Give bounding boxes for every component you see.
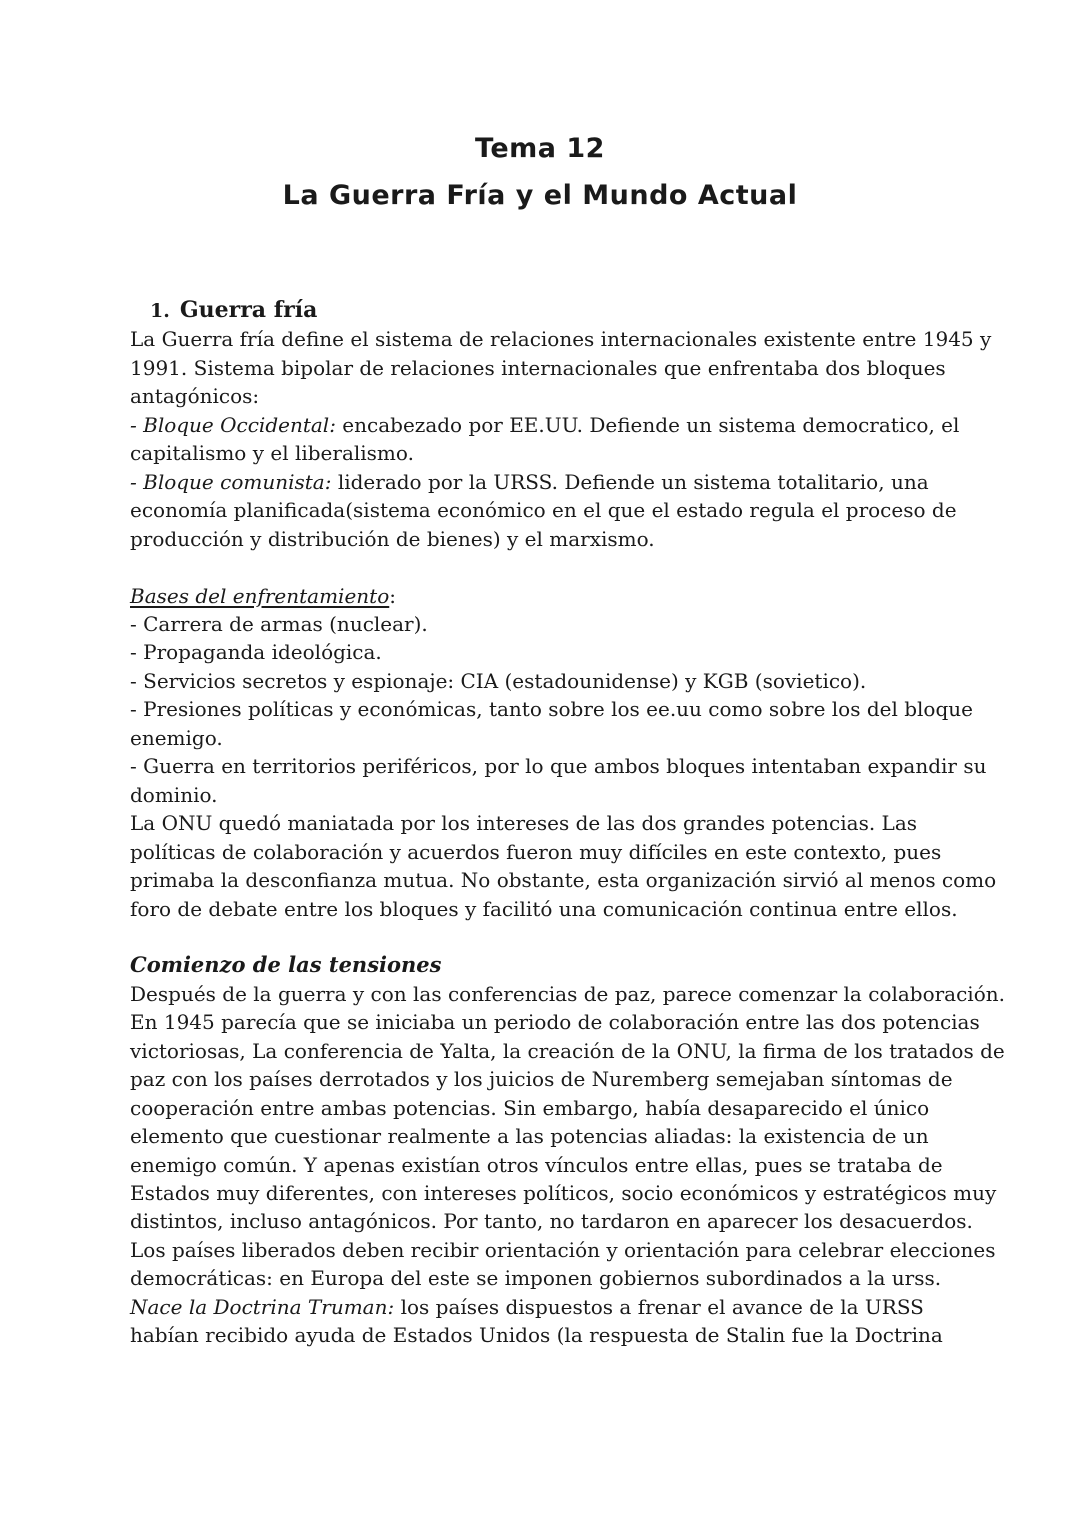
section-heading-text: Guerra fría — [179, 297, 318, 323]
paragraph-line: capitalismo y el liberalismo. — [130, 441, 414, 466]
bloque-occidental-line — [130, 411, 960, 439]
paragraph-line: Después de la guerra y con las conferencias de paz, parece comenzar la colaboración. — [130, 981, 1005, 1006]
list-item: dominio. — [130, 782, 218, 807]
paragraph-line: victoriosas, La conferencia de Yalta, la creación de la ONU, la firma de los tratados de — [130, 1038, 1005, 1063]
paragraph-line: La ONU quedó maniatada por los intereses de las dos grandes potencias. Las — [130, 811, 918, 836]
list-item: - Carrera de armas (nuclear). — [130, 611, 428, 636]
list-item: - Servicios secretos y espionaje: CIA (estadounidense) y KGB (sovietico). — [130, 668, 867, 693]
bases-colon: : — [389, 583, 396, 608]
paragraph-line: cooperación entre ambas potencias. Sin embargo, había desaparecido el único — [130, 1095, 930, 1120]
section-number: 1. — [150, 300, 170, 322]
paragraph-line: distintos, incluso antagónicos. Por tanto, no tardaron en aparecer los desacuerdos. — [130, 1209, 973, 1234]
paragraph-line: 1991. Sistema bipolar de relaciones internacionales que enfrentaba dos bloques — [130, 355, 946, 380]
list-item: - Presiones políticas y económicas, tanto sobre los ee.uu como sobre los del bloque — [130, 697, 973, 722]
paragraph-line: Estados muy diferentes, con intereses políticos, socio económicos y estratégicos muy — [130, 1181, 997, 1206]
document-subtitle: La Guerra Fría y el Mundo Actual — [282, 180, 798, 211]
bloque-occidental-text: encabezado por EE.UU. Defiende un sistema democratico, el — [335, 412, 960, 437]
truman-text: los países dispuestos a frenar el avance de la URSS — [394, 1294, 924, 1319]
paragraph-line: foro de debate entre los bloques y facilitó una comunicación continua entre ellos. — [130, 896, 958, 921]
paragraph-line: paz con los países derrotados y los juicios de Nuremberg semejaban síntomas de — [130, 1067, 953, 1092]
paragraph-gap — [130, 923, 960, 951]
list-item: - Guerra en territorios periféricos, por lo que ambos bloques intentaban expandir su — [130, 754, 987, 779]
paragraph-line: habían recibido ayuda de Estados Unidos (la respuesta de Stalin fue la Doctrina — [130, 1323, 943, 1348]
paragraph-line: economía planificada(sistema económico en el que el estado regula el proceso de — [130, 498, 957, 523]
paragraph-line: antagónicos: — [130, 384, 260, 409]
bloque-comunista-label: - Bloque comunista: — [130, 469, 332, 494]
paragraph-line: La Guerra fría define el sistema de relaciones internacionales existente entre 1945 y — [130, 327, 992, 352]
document-body — [130, 296, 1005, 1350]
bases-label: Bases del enfrentamiento — [130, 583, 390, 608]
section-heading-guerra-fria — [150, 296, 960, 325]
paragraph-line: primaba la desconfianza mutua. No obstante, esta organización sirvió al menos como — [130, 868, 997, 893]
paragraph-line: producción y distribución de bienes) y el marxismo. — [130, 526, 655, 551]
bases-heading — [130, 582, 960, 610]
list-item: - Propaganda ideológica. — [130, 640, 382, 665]
bloque-occidental-label: - Bloque Occidental: — [130, 412, 336, 437]
paragraph-gap — [130, 553, 960, 581]
paragraph-line: políticas de colaboración y acuerdos fueron muy difíciles en este contexto, pues — [130, 839, 942, 864]
bloque-comunista-line — [130, 468, 960, 496]
document-title: Tema 12 — [475, 133, 605, 164]
paragraph-line: En 1945 parecía que se iniciaba un periodo de colaboración entre las dos potencias — [130, 1010, 980, 1035]
section-heading-comienzo: Comienzo de las tensiones — [130, 952, 442, 978]
paragraph-line: elemento que cuestionar realmente a las potencias aliadas: la existencia de un — [130, 1124, 929, 1149]
truman-label: Nace la Doctrina Truman: — [130, 1294, 395, 1319]
paragraph-line: democráticas: en Europa del este se imponen gobiernos subordinados a la urss. — [130, 1266, 942, 1291]
truman-line — [130, 1293, 960, 1321]
list-item: enemigo. — [130, 725, 223, 750]
bloque-comunista-text: liderado por la URSS. Defiende un sistema totalitario, una — [331, 469, 929, 494]
paragraph-line: enemigo común. Y apenas existían otros vínculos entre ellas, pues se trataba de — [130, 1152, 943, 1177]
paragraph-line: Los países liberados deben recibir orientación y orientación para celebrar elecciones — [130, 1237, 996, 1262]
